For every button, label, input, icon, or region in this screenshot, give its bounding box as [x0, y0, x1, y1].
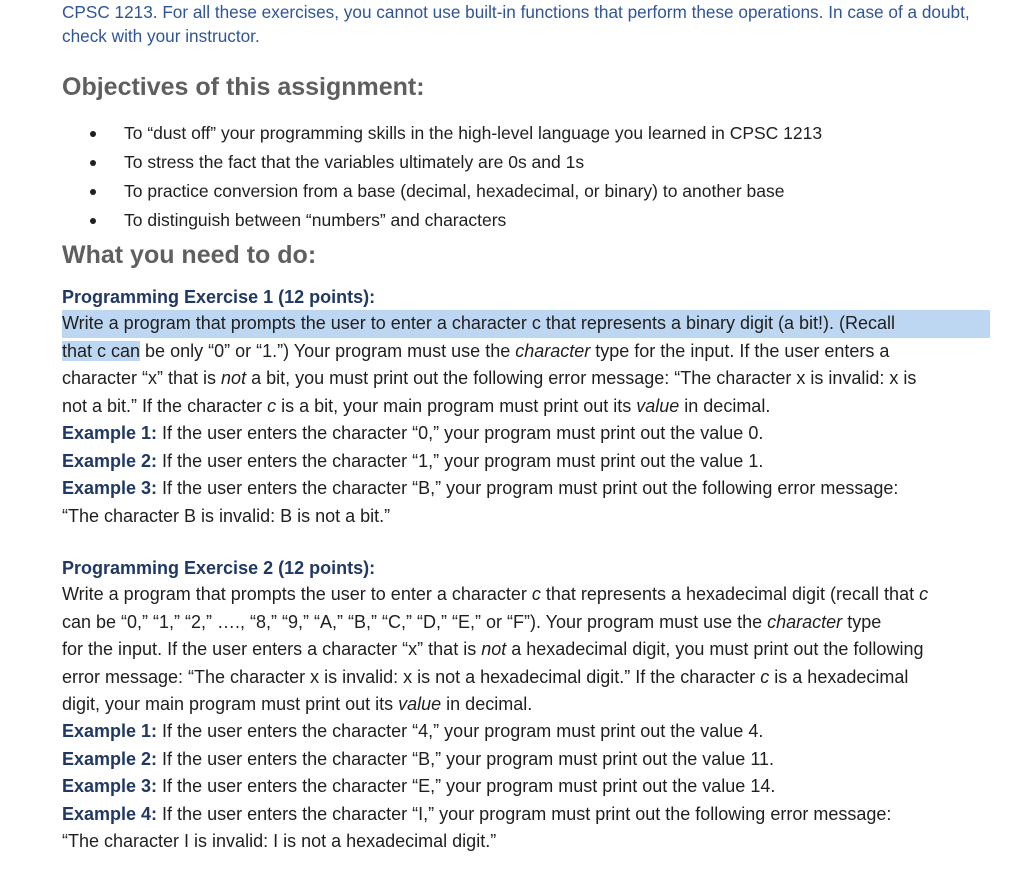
list-item: To practice conversion from a base (decimal, hexadecimal, or binary) to another base — [62, 178, 990, 207]
example-continuation: “The character I is invalid: I is not a hexadecimal digit.” — [62, 831, 497, 852]
example-line: Example 4: If the user enters the character “I,” your program must print out the following error message: — [62, 803, 892, 824]
objectives-list — [62, 120, 990, 236]
bullet-icon — [90, 189, 96, 195]
exercise1-examples — [62, 420, 990, 530]
list-item: To distinguish between “numbers” and characters — [62, 207, 990, 236]
exercise1-description: Write a program that prompts the user to enter a character c that represents a binary digit (a bit!). (Recall that c can be only “0” or “1.”) Your program must use the character type for the input. If the user enters a character “x” that is not a bit, you must print out the following error message: “The character x is invalid: x is not a bit.” If the character c is a bit, your main program must print out its value in decimal. — [62, 310, 990, 420]
bullet-icon — [90, 160, 96, 166]
exercise2-examples — [62, 718, 990, 856]
example-continuation: “The character B is invalid: B is not a bit.” — [62, 505, 391, 526]
example-line: Example 2: If the user enters the character “1,” your program must print out the value 1. — [62, 450, 764, 471]
exercise1-title: Programming Exercise 1 (12 points): — [62, 287, 376, 307]
objectives-heading: Objectives of this assignment: — [62, 73, 425, 101]
example-line: Example 3: If the user enters the character “E,” your program must print out the value 14. — [62, 776, 776, 797]
todo-heading: What you need to do: — [62, 241, 317, 269]
example-line: Example 1: If the user enters the character “4,” your program must print out the value 4. — [62, 721, 764, 741]
selected-text-end[interactable]: that c can — [62, 340, 141, 361]
exercise2-description: Write a program that prompts the user to enter a character c that represents a hexadecimal digit (recall that c can be “0,” “1,” “2,” …., “8,” “9,” “A,” “B,” “C,” “D,” “E,” or “F”). Your program must use the character type for the input. If the user enters a character “x” that is not a hexadecimal digit, you must print out the following error message: “The character x is invalid: x is not a hexadecimal digit.” If the character c is a hexadecimal digit, your main program must print out its value in decimal. — [62, 584, 929, 715]
bullet-icon — [90, 131, 96, 137]
intro-paragraph: CPSC 1213. For all these exercises, you cannot use built-in functions that perform these operations. In case of a doubt, check with your instructor. — [62, 2, 970, 46]
example-line: Example 1: If the user enters the character “0,” your program must print out the value 0. — [62, 423, 764, 443]
list-item: To “dust off” your programming skills in the high-level language you learned in CPSC 1213 — [62, 120, 990, 149]
selected-text[interactable]: Write a program that prompts the user to enter a character c that represents a binary digit (a bit!). (Recall — [62, 310, 990, 338]
exercise2-title: Programming Exercise 2 (12 points): — [62, 558, 376, 578]
example-line: Example 3: If the user enters the character “B,” your program must print out the following error message: — [62, 478, 899, 499]
list-item: To stress the fact that the variables ultimately are 0s and 1s — [62, 149, 990, 178]
example-line: Example 2: If the user enters the character “B,” your program must print out the value 11. — [62, 748, 775, 769]
bullet-icon — [90, 218, 96, 224]
